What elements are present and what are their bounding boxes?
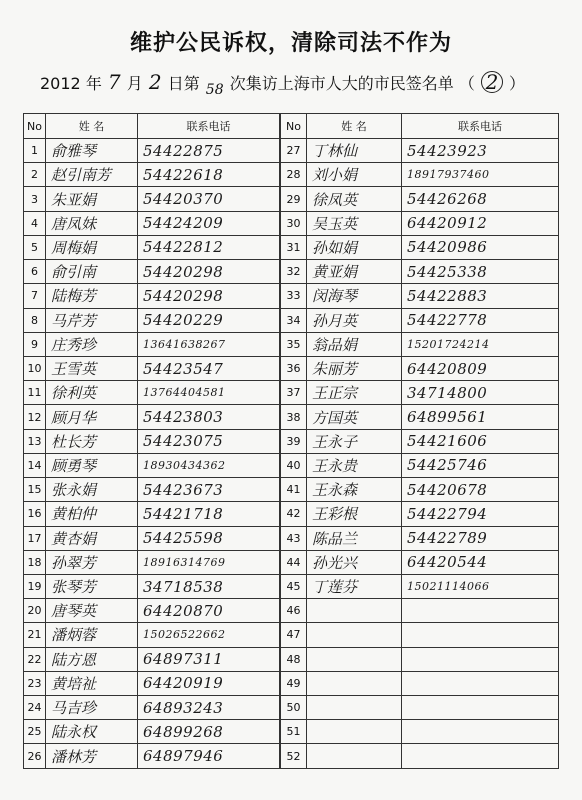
signer-name: 俞雅琴: [46, 139, 138, 163]
signer-phone: 54422789: [402, 526, 559, 550]
row-number: 8: [24, 308, 46, 332]
signer-phone: 54420229: [138, 308, 280, 332]
table-row: [281, 332, 559, 356]
row-number: 30: [281, 211, 307, 235]
document-title: 维护公民诉权，清除司法不作为: [129, 31, 452, 56]
signature-table-right: [280, 113, 559, 769]
signer-name: [307, 599, 402, 623]
signer-phone: 54423673: [138, 478, 280, 502]
signer-phone: 54424209: [138, 211, 280, 235]
table-row: [24, 526, 280, 550]
table-row: [281, 671, 559, 695]
table-row: [281, 308, 559, 332]
table-row: [24, 502, 280, 526]
signer-phone: 34718538: [138, 574, 280, 598]
row-number: 11: [24, 381, 46, 405]
signer-phone: [402, 599, 559, 623]
signer-name: 翁品娟: [307, 332, 402, 356]
table-row: [24, 356, 280, 380]
subtitle-month-suffix: 月: [126, 74, 143, 93]
signature-rows-left: [24, 139, 280, 769]
table-row: [24, 139, 280, 163]
table-row: [24, 744, 280, 769]
subtitle-visit-number: 58: [205, 82, 224, 98]
row-number: 28: [281, 163, 307, 187]
signer-name: 陆永权: [46, 720, 138, 744]
header-no: No: [281, 114, 307, 139]
row-number: 48: [281, 647, 307, 671]
table-row: [281, 696, 559, 720]
row-number: 16: [24, 502, 46, 526]
row-number: 39: [281, 429, 307, 453]
row-number: 5: [24, 235, 46, 259]
signer-phone: 15021114066: [402, 574, 559, 598]
signature-sheet: [23, 113, 557, 769]
table-row: [281, 405, 559, 429]
table-row: [281, 623, 559, 647]
signer-phone: 54420370: [138, 187, 280, 211]
row-number: 34: [281, 308, 307, 332]
signer-name: 唐琴英: [46, 599, 138, 623]
row-number: 51: [281, 720, 307, 744]
table-row: [24, 381, 280, 405]
row-number: 29: [281, 187, 307, 211]
signer-name: 张琴芳: [46, 574, 138, 598]
table-row: [24, 647, 280, 671]
row-number: 10: [24, 356, 46, 380]
signer-name: 黄杏娟: [46, 526, 138, 550]
signer-name: 杜长芳: [46, 429, 138, 453]
table-row: [24, 308, 280, 332]
signer-phone: 64897311: [138, 647, 280, 671]
signer-name: [307, 647, 402, 671]
row-number: 45: [281, 574, 307, 598]
signer-phone: 54421718: [138, 502, 280, 526]
signer-name: [307, 744, 402, 769]
row-number: 32: [281, 260, 307, 284]
row-number: 3: [24, 187, 46, 211]
row-number: 41: [281, 478, 307, 502]
signer-name: 丁莲芬: [307, 574, 402, 598]
row-number: 18: [24, 550, 46, 574]
signer-name: 孙月英: [307, 308, 402, 332]
signer-name: 丁林仙: [307, 139, 402, 163]
table-row: [281, 453, 559, 477]
row-number: 24: [24, 696, 46, 720]
row-number: 38: [281, 405, 307, 429]
signer-phone: 54425598: [138, 526, 280, 550]
signer-phone: 54425746: [402, 453, 559, 477]
signer-name: 潘林芳: [46, 744, 138, 769]
signer-phone: 64420919: [138, 671, 280, 695]
signer-phone: 13764404581: [138, 381, 280, 405]
row-number: 37: [281, 381, 307, 405]
table-row: [24, 260, 280, 284]
row-number: 36: [281, 356, 307, 380]
signer-phone: 15201724214: [402, 332, 559, 356]
row-number: 1: [24, 139, 46, 163]
signer-name: 赵引南芳: [46, 163, 138, 187]
header-phone: 联系电话: [138, 114, 280, 139]
table-row: [24, 429, 280, 453]
signer-phone: 54423075: [138, 429, 280, 453]
row-number: 13: [24, 429, 46, 453]
subtitle-day-suffix: 日第: [167, 74, 200, 93]
signer-phone: [402, 623, 559, 647]
signer-name: 刘小娟: [307, 163, 402, 187]
row-number: 33: [281, 284, 307, 308]
signer-name: 唐凤妹: [46, 211, 138, 235]
signer-name: 庄秀珍: [46, 332, 138, 356]
table-row: [281, 550, 559, 574]
signer-phone: 18917937460: [402, 163, 559, 187]
signature-rows-right: [281, 139, 559, 769]
table-row: [24, 211, 280, 235]
row-number: 49: [281, 671, 307, 695]
signer-phone: 54422875: [138, 139, 280, 163]
signer-phone: 54425338: [402, 260, 559, 284]
row-number: 20: [24, 599, 46, 623]
table-row: [24, 453, 280, 477]
signer-name: [307, 720, 402, 744]
row-number: 17: [24, 526, 46, 550]
table-header-row: [281, 114, 559, 139]
signer-phone: 54420678: [402, 478, 559, 502]
signer-phone: [402, 696, 559, 720]
table-row: [281, 381, 559, 405]
signer-phone: 54426268: [402, 187, 559, 211]
signer-name: 朱亚娟: [46, 187, 138, 211]
signer-name: 王永子: [307, 429, 402, 453]
signer-name: [307, 671, 402, 695]
table-row: [281, 260, 559, 284]
table-row: [24, 623, 280, 647]
row-number: 43: [281, 526, 307, 550]
signer-phone: 54423547: [138, 356, 280, 380]
table-row: [281, 356, 559, 380]
table-row: [24, 599, 280, 623]
signer-name: [307, 696, 402, 720]
signer-name: 俞引南: [46, 260, 138, 284]
row-number: 2: [24, 163, 46, 187]
row-number: 46: [281, 599, 307, 623]
signer-name: 王雪英: [46, 356, 138, 380]
row-number: 21: [24, 623, 46, 647]
signer-phone: 54420986: [402, 235, 559, 259]
header-name: 姓 名: [46, 114, 138, 139]
table-header-row: [24, 114, 280, 139]
signer-name: 顾勇琴: [46, 453, 138, 477]
subtitle-text: 次集访上海市人大的市民签名单: [229, 74, 454, 93]
subtitle-close-paren: ）: [509, 74, 526, 93]
table-row: [281, 478, 559, 502]
signer-name: 马芹芳: [46, 308, 138, 332]
row-number: 42: [281, 502, 307, 526]
signer-name: 马吉珍: [46, 696, 138, 720]
signer-name: 王永贵: [307, 453, 402, 477]
signer-name: 陈品兰: [307, 526, 402, 550]
signer-name: 黄培祉: [46, 671, 138, 695]
signer-phone: 64420912: [402, 211, 559, 235]
signer-phone: 54422794: [402, 502, 559, 526]
signer-name: 王彩根: [307, 502, 402, 526]
signer-phone: 64899268: [138, 720, 280, 744]
row-number: 47: [281, 623, 307, 647]
table-row: [281, 647, 559, 671]
table-row: [281, 139, 559, 163]
signer-phone: [402, 744, 559, 769]
signer-phone: 64893243: [138, 696, 280, 720]
signer-phone: 54422812: [138, 235, 280, 259]
table-row: [281, 744, 559, 769]
document-subtitle: [40, 70, 560, 98]
subtitle-year-suffix: 年: [85, 74, 102, 93]
header-name: 姓 名: [307, 114, 402, 139]
signer-name: 周梅娟: [46, 235, 138, 259]
row-number: 26: [24, 744, 46, 769]
table-row: [24, 478, 280, 502]
signer-name: [307, 623, 402, 647]
signer-name: 吴玉英: [307, 211, 402, 235]
signer-name: 徐利英: [46, 381, 138, 405]
row-number: 25: [24, 720, 46, 744]
signer-name: 黄柏仲: [46, 502, 138, 526]
row-number: 22: [24, 647, 46, 671]
row-number: 9: [24, 332, 46, 356]
signer-name: 陆方恩: [46, 647, 138, 671]
signer-name: 徐凤英: [307, 187, 402, 211]
signer-name: 闵海琴: [307, 284, 402, 308]
signer-name: 朱丽芳: [307, 356, 402, 380]
signer-phone: 54423923: [402, 139, 559, 163]
row-number: 19: [24, 574, 46, 598]
signer-name: 王永森: [307, 478, 402, 502]
subtitle-year: 2012: [40, 74, 81, 93]
signer-phone: 54422618: [138, 163, 280, 187]
signer-name: 孙翠芳: [46, 550, 138, 574]
signer-name: 黄亚娟: [307, 260, 402, 284]
row-number: 23: [24, 671, 46, 695]
signer-phone: [402, 720, 559, 744]
signer-phone: [402, 671, 559, 695]
row-number: 6: [24, 260, 46, 284]
signer-phone: 18916314769: [138, 550, 280, 574]
signer-name: 潘炳蓉: [46, 623, 138, 647]
signer-phone: 54422883: [402, 284, 559, 308]
row-number: 52: [281, 744, 307, 769]
row-number: 44: [281, 550, 307, 574]
signer-name: 张永娟: [46, 478, 138, 502]
table-row: [281, 187, 559, 211]
row-number: 31: [281, 235, 307, 259]
table-row: [24, 284, 280, 308]
table-row: [24, 574, 280, 598]
subtitle-month: 7: [107, 70, 121, 94]
signer-phone: 64899561: [402, 405, 559, 429]
table-row: [24, 187, 280, 211]
signer-name: 王正宗: [307, 381, 402, 405]
signer-name: 孙光兴: [307, 550, 402, 574]
row-number: 4: [24, 211, 46, 235]
signer-phone: 64420544: [402, 550, 559, 574]
table-row: [281, 502, 559, 526]
table-row: [281, 720, 559, 744]
row-number: 35: [281, 332, 307, 356]
signer-name: 陆梅芳: [46, 284, 138, 308]
signer-name: 方国英: [307, 405, 402, 429]
signer-phone: 64897946: [138, 744, 280, 769]
table-row: [281, 211, 559, 235]
table-row: [24, 696, 280, 720]
signer-phone: 64420870: [138, 599, 280, 623]
table-row: [281, 235, 559, 259]
signer-name: 顾月华: [46, 405, 138, 429]
table-row: [24, 720, 280, 744]
signer-phone: 64420809: [402, 356, 559, 380]
subtitle-sheet-number: 2: [481, 71, 503, 93]
table-row: [24, 163, 280, 187]
row-number: 7: [24, 284, 46, 308]
row-number: 27: [281, 139, 307, 163]
table-row: [24, 671, 280, 695]
signer-phone: 54420298: [138, 260, 280, 284]
table-row: [24, 235, 280, 259]
row-number: 12: [24, 405, 46, 429]
signer-phone: [402, 647, 559, 671]
signer-phone: 54422778: [402, 308, 559, 332]
table-row: [281, 284, 559, 308]
table-row: [281, 599, 559, 623]
row-number: 15: [24, 478, 46, 502]
header-no: No: [24, 114, 46, 139]
signer-phone: 54420298: [138, 284, 280, 308]
row-number: 50: [281, 696, 307, 720]
table-row: [281, 163, 559, 187]
table-row: [281, 574, 559, 598]
signer-phone: 15026522662: [138, 623, 280, 647]
table-row: [281, 429, 559, 453]
row-number: 14: [24, 453, 46, 477]
signer-phone: 13641638267: [138, 332, 280, 356]
table-row: [24, 405, 280, 429]
row-number: 40: [281, 453, 307, 477]
header-phone: 联系电话: [402, 114, 559, 139]
table-row: [24, 550, 280, 574]
signer-name: 孙如娟: [307, 235, 402, 259]
subtitle-open-paren: （: [458, 74, 475, 93]
signature-table-left: [23, 113, 280, 769]
signer-phone: 18930434362: [138, 453, 280, 477]
signer-phone: 54423803: [138, 405, 280, 429]
table-row: [24, 332, 280, 356]
signer-phone: 54421606: [402, 429, 559, 453]
subtitle-day: 2: [148, 70, 162, 94]
signer-phone: 34714800: [402, 381, 559, 405]
table-row: [281, 526, 559, 550]
